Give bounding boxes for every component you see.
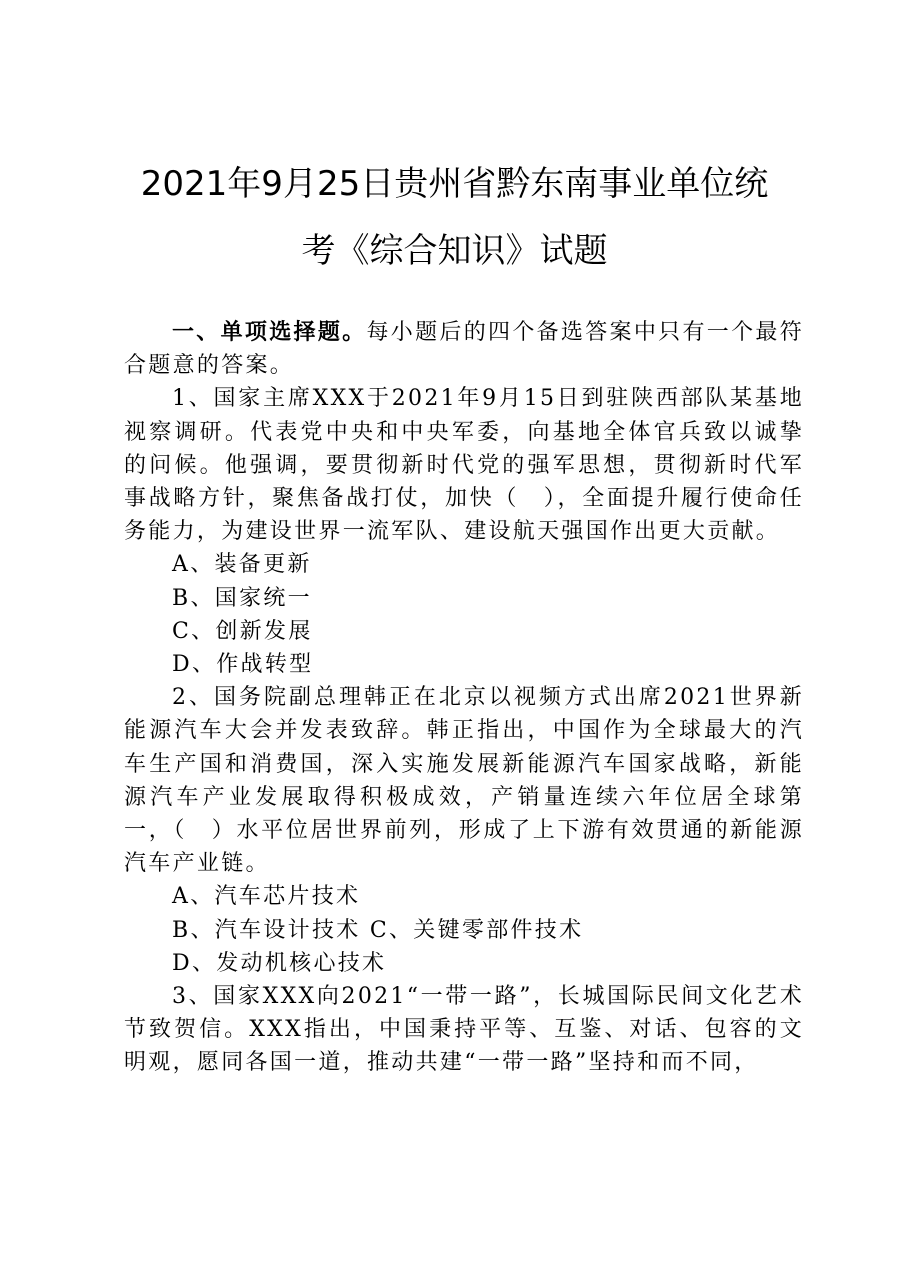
document-title-line-1: 2021年9月25日贵州省黔东南事业单位统 [140,164,769,204]
question-1-option-d: D、作战转型 [172,652,314,678]
question-1-option-a: A、装备更新 [172,552,312,578]
question-3-stem: 3、国家XXX向2021“一带一路”，长城国际民间文化艺术节致贺信。XXX指出，中国秉持平等、互鉴、对话、包容的文明观，愿同各国一道，推动共建“一带一路”坚持和而不同， [124,984,804,1076]
question-2-option-a: A、汽车芯片技术 [172,884,361,910]
question-2-option-b-c: B、汽车设计技术 C、关键零部件技术 [172,917,584,943]
section-instruction: 每小题后的四个备选答案中只有一个最符合题意的答案。 [124,320,804,379]
question-1-stem: 1、国家主席XXX于2021年9月15日到驻陕西部队某基地视察调研。代表党中央和中央军委，向基地全体官兵致以诚挚的问候。他强调，要贯彻新时代党的强军思想，贯彻新时代军事战略方针，聚焦备战打仗，加快（ ），全面提升履行使命任务能力，为建设世界一流军队、建设航天强国作出更大贡献。 [124,386,804,545]
question-1-option-b: B、国家统一 [172,585,312,611]
question-2-option-d: D、发动机核心技术 [172,950,387,976]
section-heading: 一、单项选择题。 [172,320,367,345]
question-1-option-c: C、创新发展 [172,618,313,644]
question-2-stem: 2、国务院副总理韩正在北京以视频方式出席2021世界新能源汽车大会并发表致辞。韩正指出，中国作为全球最大的汽车生产国和消费国，深入实施发展新能源汽车国家战略，新能源汽车产业发展取得积极成效，产销量连续六年位居全球第一，（ ）水平位居世界前列，形成了上下游有效贯通的新能源汽车产业链。 [124,685,804,877]
document-title-line-2: 考《综合知识》试题 [301,231,608,271]
section-intro [124,316,804,382]
document-body [124,316,804,1080]
